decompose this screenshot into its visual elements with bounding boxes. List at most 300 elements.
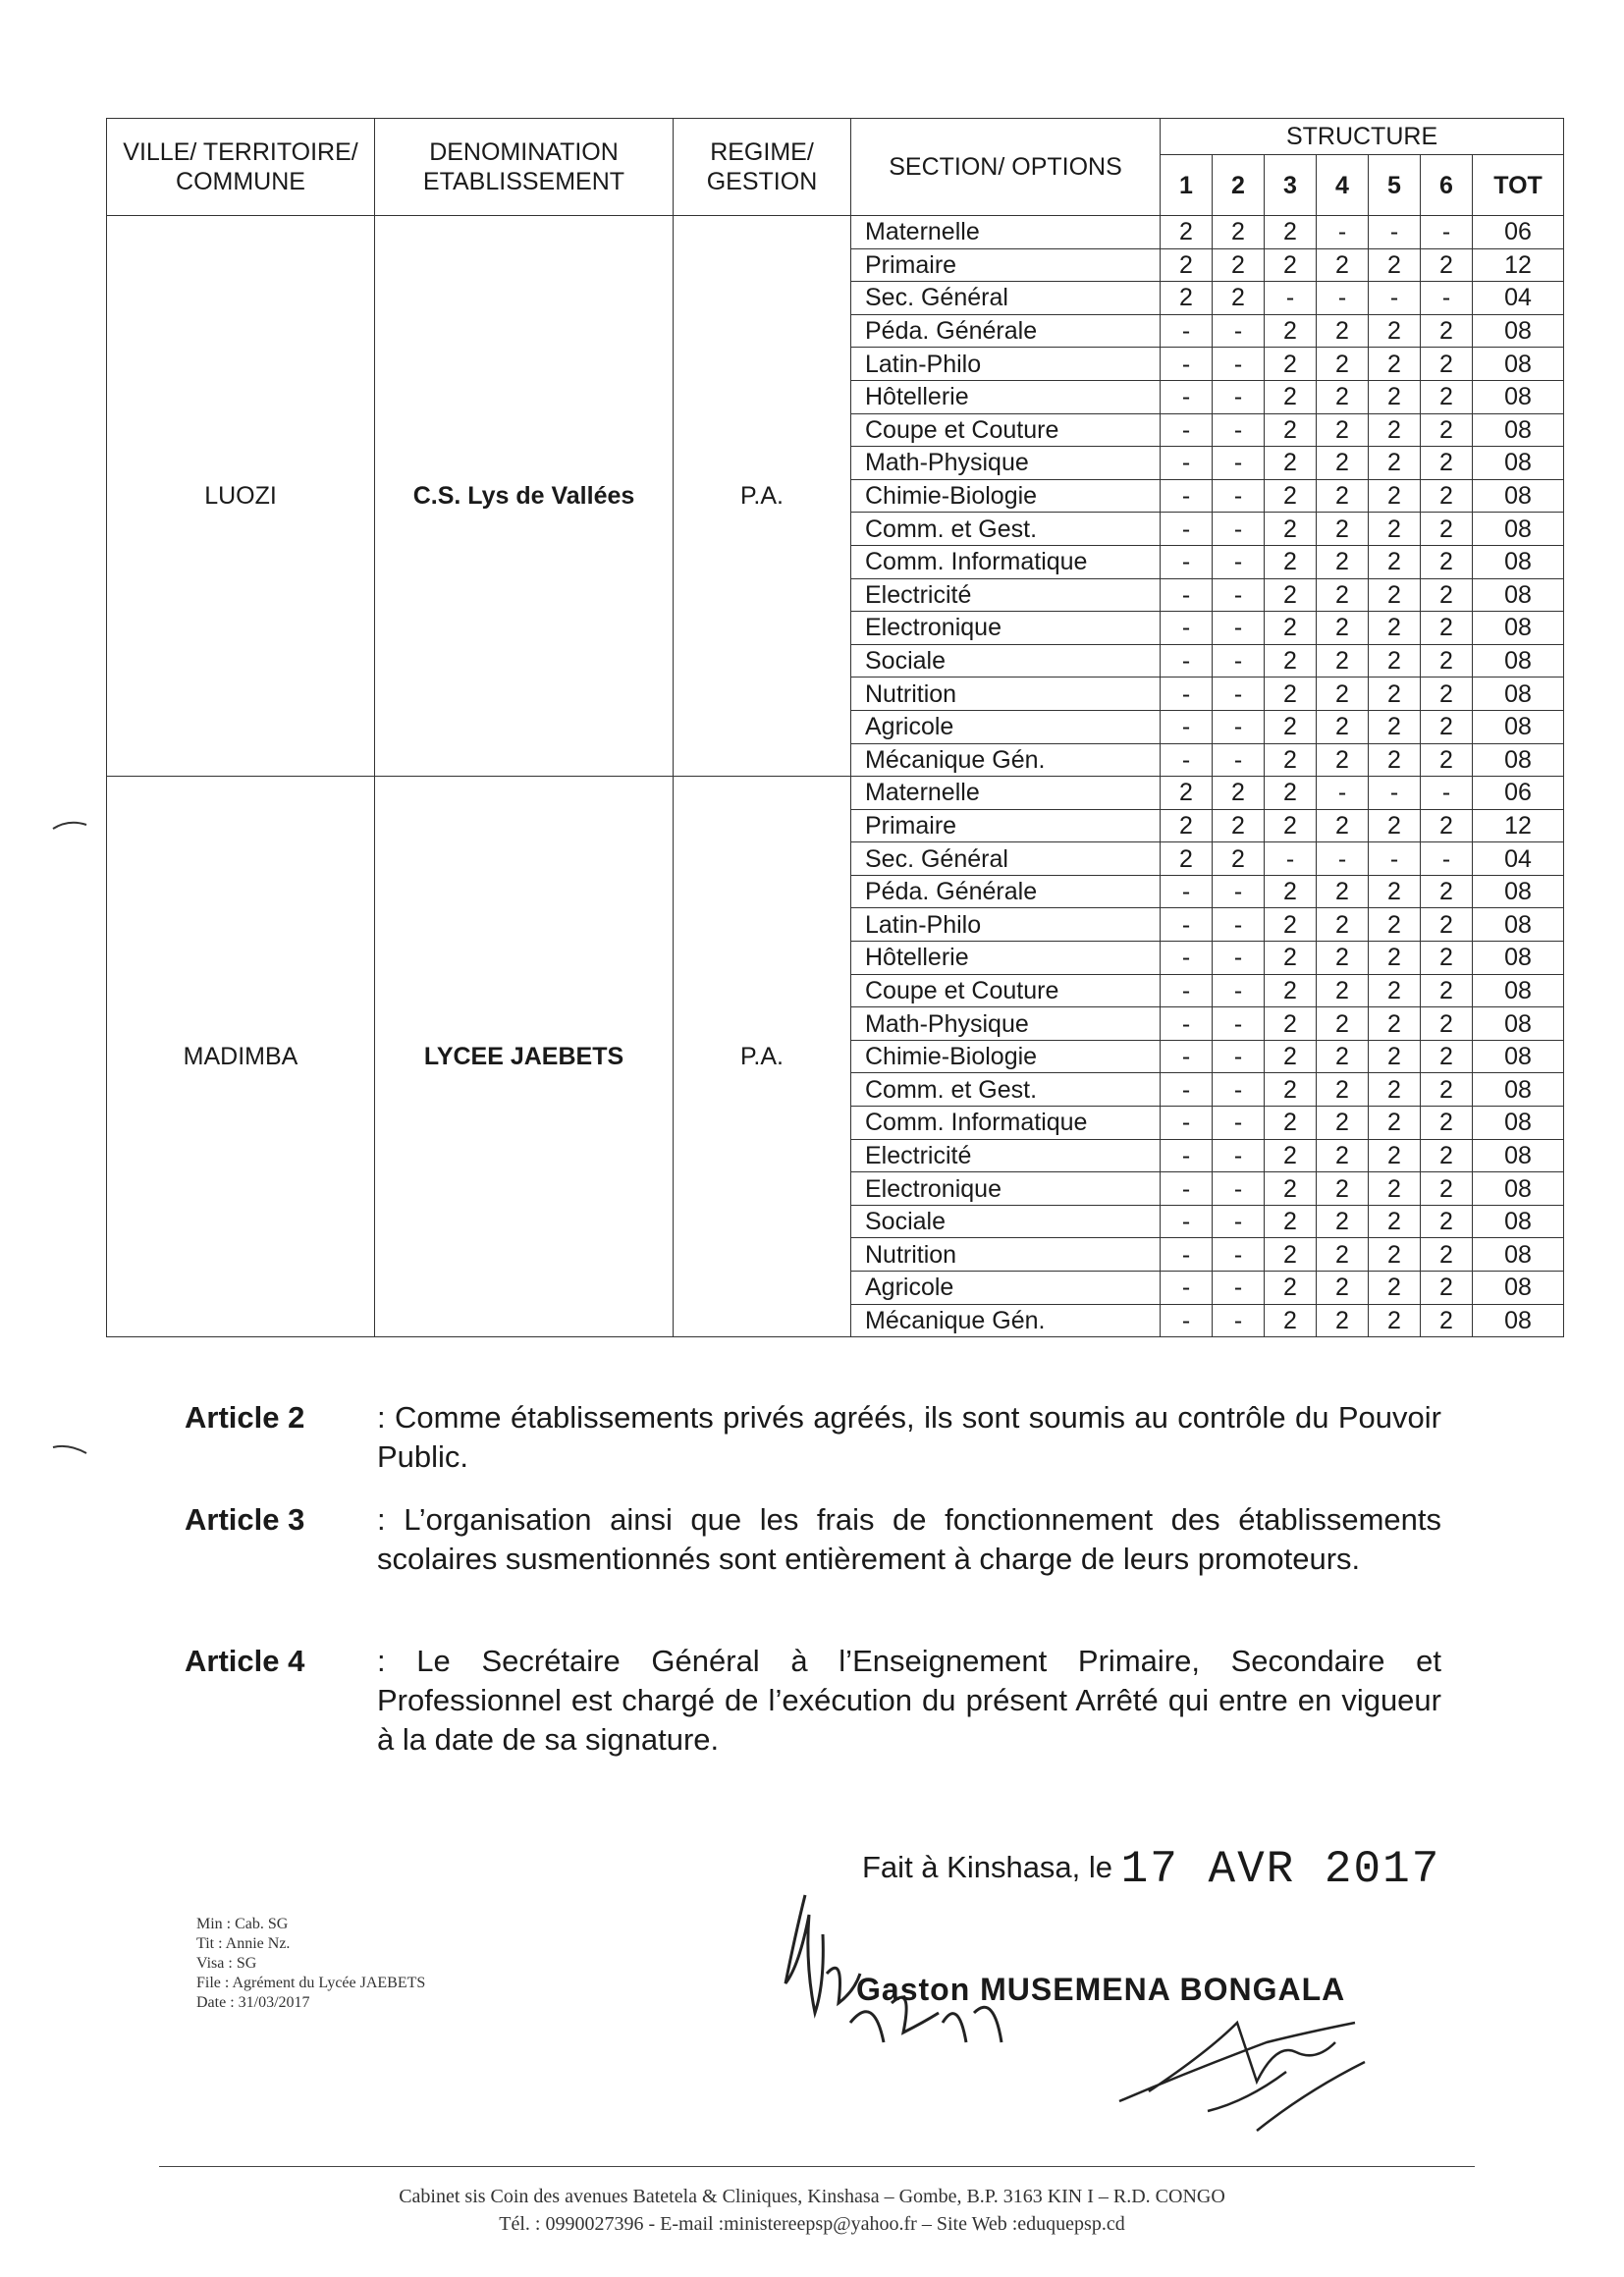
class-count-cell: 2 — [1213, 809, 1265, 842]
class-count-cell: 2 — [1317, 248, 1369, 282]
class-count-cell: 2 — [1369, 743, 1421, 777]
ref-line: File : Agrément du Lycée JAEBETS — [196, 1975, 426, 1991]
header-structure: STRUCTURE — [1161, 119, 1564, 155]
header-class-5: 5 — [1369, 155, 1421, 216]
class-count-cell: 2 — [1265, 743, 1317, 777]
class-count-cell: 2 — [1265, 1205, 1317, 1238]
class-count-cell: 2 — [1369, 1139, 1421, 1172]
header-class-1: 1 — [1161, 155, 1213, 216]
class-count-cell: - — [1213, 545, 1265, 578]
total-cell: 08 — [1473, 1238, 1564, 1272]
scan-mark-2 — [51, 1441, 90, 1461]
class-count-cell: 2 — [1369, 1073, 1421, 1107]
option-cell: Primaire — [851, 809, 1161, 842]
class-count-cell: 2 — [1317, 908, 1369, 942]
option-cell: Chimie-Biologie — [851, 1040, 1161, 1073]
class-count-cell: 2 — [1265, 1172, 1317, 1206]
class-count-cell: - — [1369, 216, 1421, 249]
class-count-cell: - — [1161, 1238, 1213, 1272]
class-count-cell: - — [1213, 1272, 1265, 1305]
class-count-cell: - — [1161, 479, 1213, 513]
article-4 — [185, 1642, 1441, 1760]
class-count-cell: 2 — [1421, 1073, 1473, 1107]
article-text: : L’organisation ainsi que les frais de fonctionnement des établissements scolaires susmentionnés sont entièrement à charge de leurs promoteurs. — [377, 1502, 1441, 1576]
class-count-cell: 2 — [1369, 875, 1421, 908]
option-cell: Maternelle — [851, 777, 1161, 810]
class-count-cell: 2 — [1213, 282, 1265, 315]
class-count-cell: 2 — [1213, 216, 1265, 249]
class-count-cell: 2 — [1369, 644, 1421, 678]
option-cell: Electricité — [851, 1139, 1161, 1172]
class-count-cell: 2 — [1265, 1007, 1317, 1041]
class-count-cell: 2 — [1421, 942, 1473, 975]
class-count-cell: 2 — [1265, 348, 1317, 381]
class-count-cell: 2 — [1317, 743, 1369, 777]
class-count-cell: 2 — [1421, 1107, 1473, 1140]
class-count-cell: - — [1213, 1007, 1265, 1041]
class-count-cell: 2 — [1369, 710, 1421, 743]
class-count-cell: 2 — [1213, 842, 1265, 876]
class-count-cell: - — [1213, 314, 1265, 348]
class-count-cell: - — [1265, 842, 1317, 876]
footer-divider — [159, 2166, 1475, 2167]
option-cell: Hôtellerie — [851, 380, 1161, 413]
total-cell: 08 — [1473, 1007, 1564, 1041]
class-count-cell: 2 — [1369, 447, 1421, 480]
class-count-cell: - — [1161, 513, 1213, 546]
class-count-cell: 2 — [1265, 1238, 1317, 1272]
signer-name: Gaston MUSEMENA BONGALA — [856, 1972, 1346, 2007]
class-count-cell: - — [1317, 282, 1369, 315]
class-count-cell: - — [1317, 777, 1369, 810]
class-count-cell: 2 — [1265, 380, 1317, 413]
class-count-cell: 2 — [1317, 348, 1369, 381]
class-count-cell: - — [1317, 216, 1369, 249]
total-cell: 08 — [1473, 348, 1564, 381]
header-regime: REGIME/ GESTION — [674, 119, 851, 216]
class-count-cell: 2 — [1265, 612, 1317, 645]
reference-block — [196, 1915, 425, 2013]
class-count-cell: 2 — [1421, 809, 1473, 842]
class-count-cell: 2 — [1317, 612, 1369, 645]
total-cell: 08 — [1473, 447, 1564, 480]
total-cell: 08 — [1473, 545, 1564, 578]
class-count-cell: 2 — [1265, 479, 1317, 513]
class-count-cell: - — [1213, 380, 1265, 413]
class-count-cell: 2 — [1421, 908, 1473, 942]
class-count-cell: - — [1161, 1139, 1213, 1172]
class-count-cell: - — [1265, 282, 1317, 315]
class-count-cell: 2 — [1161, 809, 1213, 842]
class-count-cell: - — [1213, 578, 1265, 612]
class-count-cell: 2 — [1369, 908, 1421, 942]
class-count-cell: 2 — [1265, 314, 1317, 348]
class-count-cell: 2 — [1369, 1272, 1421, 1305]
class-count-cell: 2 — [1421, 612, 1473, 645]
class-count-cell: - — [1213, 1304, 1265, 1337]
ref-line: Tit : Annie Nz. — [196, 1935, 291, 1952]
ref-line: Min : Cab. SG — [196, 1916, 289, 1932]
class-count-cell: 2 — [1421, 1007, 1473, 1041]
class-count-cell: 2 — [1161, 248, 1213, 282]
class-count-cell: - — [1161, 678, 1213, 711]
class-count-cell: 2 — [1421, 314, 1473, 348]
class-count-cell: 2 — [1369, 248, 1421, 282]
class-count-cell: 2 — [1421, 743, 1473, 777]
regime-cell: P.A. — [674, 777, 851, 1337]
class-count-cell: 2 — [1317, 479, 1369, 513]
class-count-cell: 2 — [1317, 413, 1369, 447]
total-cell: 08 — [1473, 1040, 1564, 1073]
class-count-cell: - — [1161, 1272, 1213, 1305]
class-count-cell: 2 — [1265, 1272, 1317, 1305]
total-cell: 08 — [1473, 1172, 1564, 1206]
table-row — [107, 777, 1564, 810]
class-count-cell: - — [1161, 908, 1213, 942]
total-cell: 08 — [1473, 413, 1564, 447]
total-cell: 08 — [1473, 1304, 1564, 1337]
option-cell: Sec. Général — [851, 842, 1161, 876]
class-count-cell: 2 — [1369, 974, 1421, 1007]
class-count-cell: - — [1161, 578, 1213, 612]
class-count-cell: - — [1161, 380, 1213, 413]
class-count-cell: 2 — [1421, 974, 1473, 1007]
class-count-cell: - — [1213, 875, 1265, 908]
class-count-cell: - — [1161, 1073, 1213, 1107]
total-cell: 08 — [1473, 1205, 1564, 1238]
option-cell: Chimie-Biologie — [851, 479, 1161, 513]
class-count-cell: - — [1213, 942, 1265, 975]
option-cell: Electricité — [851, 578, 1161, 612]
class-count-cell: 2 — [1317, 1107, 1369, 1140]
option-cell: Mécanique Gén. — [851, 743, 1161, 777]
class-count-cell: 2 — [1369, 1304, 1421, 1337]
class-count-cell: 2 — [1421, 1272, 1473, 1305]
class-count-cell: 2 — [1369, 314, 1421, 348]
class-count-cell: - — [1213, 1238, 1265, 1272]
class-count-cell: 2 — [1421, 545, 1473, 578]
option-cell: Sec. Général — [851, 282, 1161, 315]
class-count-cell: - — [1213, 513, 1265, 546]
class-count-cell: 2 — [1265, 678, 1317, 711]
class-count-cell: 2 — [1421, 479, 1473, 513]
option-cell: Coupe et Couture — [851, 974, 1161, 1007]
class-count-cell: - — [1161, 447, 1213, 480]
class-count-cell: - — [1161, 942, 1213, 975]
article-text: : Le Secrétaire Général à l’Enseignement Primaire, Secondaire et Professionnel est chargé de l’exécution du présent Arrêté qui entre en vigueur à la date de sa signature. — [377, 1644, 1441, 1757]
class-count-cell: 2 — [1317, 380, 1369, 413]
class-count-cell: 2 — [1421, 1040, 1473, 1073]
class-count-cell: 2 — [1317, 678, 1369, 711]
option-cell: Hôtellerie — [851, 942, 1161, 975]
option-cell: Electronique — [851, 612, 1161, 645]
class-count-cell: - — [1161, 1107, 1213, 1140]
class-count-cell: 2 — [1161, 216, 1213, 249]
class-count-cell: 2 — [1317, 974, 1369, 1007]
class-count-cell: - — [1161, 1172, 1213, 1206]
class-count-cell: - — [1213, 710, 1265, 743]
class-count-cell: 2 — [1265, 216, 1317, 249]
total-cell: 08 — [1473, 479, 1564, 513]
class-count-cell: 2 — [1265, 1073, 1317, 1107]
class-count-cell: - — [1421, 216, 1473, 249]
total-cell: 08 — [1473, 974, 1564, 1007]
class-count-cell: 2 — [1369, 348, 1421, 381]
class-count-cell: 2 — [1421, 644, 1473, 678]
option-cell: Electronique — [851, 1172, 1161, 1206]
class-count-cell: 2 — [1369, 942, 1421, 975]
class-count-cell: 2 — [1265, 1304, 1317, 1337]
class-count-cell: - — [1213, 908, 1265, 942]
class-count-cell: - — [1161, 612, 1213, 645]
class-count-cell: - — [1421, 842, 1473, 876]
header-class-4: 4 — [1317, 155, 1369, 216]
class-count-cell: 2 — [1421, 1172, 1473, 1206]
option-cell: Sociale — [851, 1205, 1161, 1238]
total-cell: 08 — [1473, 1139, 1564, 1172]
article-label: Article 2 — [185, 1400, 305, 1435]
class-count-cell: - — [1213, 1205, 1265, 1238]
class-count-cell: 2 — [1369, 1007, 1421, 1041]
total-cell: 08 — [1473, 942, 1564, 975]
option-cell: Maternelle — [851, 216, 1161, 249]
class-count-cell: 2 — [1265, 513, 1317, 546]
class-count-cell: - — [1213, 743, 1265, 777]
total-cell: 08 — [1473, 875, 1564, 908]
class-count-cell: 2 — [1161, 282, 1213, 315]
option-cell: Coupe et Couture — [851, 413, 1161, 447]
option-cell: Comm. Informatique — [851, 545, 1161, 578]
total-cell: 08 — [1473, 644, 1564, 678]
class-count-cell: 2 — [1421, 578, 1473, 612]
etablissement-cell: C.S. Lys de Vallées — [375, 216, 674, 777]
total-cell: 04 — [1473, 842, 1564, 876]
class-count-cell: 2 — [1317, 447, 1369, 480]
header-class-6: 6 — [1421, 155, 1473, 216]
class-count-cell: 2 — [1265, 1040, 1317, 1073]
handwritten-initials — [766, 1875, 1080, 2062]
class-count-cell: - — [1213, 348, 1265, 381]
class-count-cell: 2 — [1317, 942, 1369, 975]
class-count-cell: - — [1161, 348, 1213, 381]
class-count-cell: - — [1213, 612, 1265, 645]
class-count-cell: 2 — [1265, 545, 1317, 578]
header-ville: VILLE/ TERRITOIRE/ COMMUNE — [107, 119, 375, 216]
class-count-cell: 2 — [1317, 1172, 1369, 1206]
class-count-cell: 2 — [1265, 710, 1317, 743]
class-count-cell: 2 — [1265, 644, 1317, 678]
class-count-cell: 2 — [1213, 777, 1265, 810]
class-count-cell: 2 — [1369, 413, 1421, 447]
class-count-cell: 2 — [1317, 314, 1369, 348]
class-count-cell: - — [1161, 1304, 1213, 1337]
article-label: Article 4 — [185, 1644, 305, 1678]
footer-contact: Tél. : 0990027396 - E-mail :ministereepsp@yahoo.fr – Site Web :eduquepsp.cd — [499, 2213, 1125, 2235]
class-count-cell: 2 — [1421, 1238, 1473, 1272]
class-count-cell: 2 — [1265, 1139, 1317, 1172]
ville-cell: MADIMBA — [107, 777, 375, 1337]
option-cell: Agricole — [851, 1272, 1161, 1305]
class-count-cell: - — [1317, 842, 1369, 876]
header-denomination: DENOMINATION ETABLISSEMENT — [375, 119, 674, 216]
total-cell: 08 — [1473, 710, 1564, 743]
class-count-cell: - — [1213, 1040, 1265, 1073]
class-count-cell: 2 — [1265, 447, 1317, 480]
class-count-cell: 2 — [1369, 809, 1421, 842]
class-count-cell: 2 — [1317, 1040, 1369, 1073]
class-count-cell: - — [1369, 842, 1421, 876]
class-count-cell: 2 — [1317, 1304, 1369, 1337]
class-count-cell: 2 — [1317, 1007, 1369, 1041]
class-count-cell: - — [1161, 974, 1213, 1007]
class-count-cell: 2 — [1369, 1238, 1421, 1272]
class-count-cell: 2 — [1265, 777, 1317, 810]
class-count-cell: 2 — [1317, 1238, 1369, 1272]
class-count-cell: 2 — [1317, 1272, 1369, 1305]
class-count-cell: - — [1161, 1007, 1213, 1041]
total-cell: 08 — [1473, 1272, 1564, 1305]
option-cell: Agricole — [851, 710, 1161, 743]
total-cell: 12 — [1473, 248, 1564, 282]
total-cell: 08 — [1473, 513, 1564, 546]
option-cell: Mécanique Gén. — [851, 1304, 1161, 1337]
total-cell: 08 — [1473, 578, 1564, 612]
article-3 — [185, 1500, 1441, 1579]
option-cell: Latin-Philo — [851, 348, 1161, 381]
class-count-cell: - — [1213, 974, 1265, 1007]
class-count-cell: 2 — [1317, 1139, 1369, 1172]
class-count-cell: 2 — [1369, 513, 1421, 546]
option-cell: Péda. Générale — [851, 314, 1161, 348]
class-count-cell: - — [1421, 777, 1473, 810]
class-count-cell: 2 — [1421, 875, 1473, 908]
handwritten-signature — [1110, 1983, 1404, 2150]
total-cell: 08 — [1473, 908, 1564, 942]
class-count-cell: - — [1161, 710, 1213, 743]
class-count-cell: 2 — [1369, 1172, 1421, 1206]
header-class-2: 2 — [1213, 155, 1265, 216]
total-cell: 08 — [1473, 1073, 1564, 1107]
class-count-cell: - — [1213, 678, 1265, 711]
total-cell: 04 — [1473, 282, 1564, 315]
class-count-cell: - — [1161, 1205, 1213, 1238]
option-cell: Nutrition — [851, 678, 1161, 711]
total-cell: 08 — [1473, 743, 1564, 777]
class-count-cell: 2 — [1369, 1107, 1421, 1140]
total-cell: 08 — [1473, 380, 1564, 413]
ville-cell: LUOZI — [107, 216, 375, 777]
class-count-cell: 2 — [1265, 908, 1317, 942]
class-count-cell: - — [1421, 282, 1473, 315]
class-count-cell: 2 — [1369, 545, 1421, 578]
class-count-cell: 2 — [1317, 875, 1369, 908]
class-count-cell: - — [1213, 644, 1265, 678]
class-count-cell: 2 — [1265, 248, 1317, 282]
class-count-cell: 2 — [1421, 380, 1473, 413]
class-count-cell: 2 — [1421, 1304, 1473, 1337]
scan-mark-1 — [51, 813, 90, 833]
option-cell: Comm. Informatique — [851, 1107, 1161, 1140]
option-cell: Nutrition — [851, 1238, 1161, 1272]
schools-structure-table — [106, 118, 1564, 1337]
class-count-cell: 2 — [1369, 578, 1421, 612]
article-label: Article 3 — [185, 1502, 305, 1537]
option-cell: Math-Physique — [851, 1007, 1161, 1041]
class-count-cell: 2 — [1421, 348, 1473, 381]
option-cell: Péda. Générale — [851, 875, 1161, 908]
class-count-cell: - — [1161, 1040, 1213, 1073]
ref-line: Visa : SG — [196, 1955, 257, 1972]
total-cell: 06 — [1473, 216, 1564, 249]
class-count-cell: 2 — [1161, 842, 1213, 876]
option-cell: Latin-Philo — [851, 908, 1161, 942]
place-label: Fait à Kinshasa, le — [862, 1850, 1113, 1884]
class-count-cell: 2 — [1369, 612, 1421, 645]
etablissement-cell: LYCEE JAEBETS — [375, 777, 674, 1337]
class-count-cell: - — [1213, 447, 1265, 480]
class-count-cell: 2 — [1265, 578, 1317, 612]
class-count-cell: 2 — [1317, 644, 1369, 678]
footer-address: Cabinet sis Coin des avenues Batetela & Cliniques, Kinshasa – Gombe, B.P. 3163 KIN I – R.D. CONGO — [399, 2186, 1225, 2207]
total-cell: 06 — [1473, 777, 1564, 810]
header-section: SECTION/ OPTIONS — [851, 119, 1161, 216]
class-count-cell: 2 — [1421, 248, 1473, 282]
option-cell: Comm. et Gest. — [851, 513, 1161, 546]
class-count-cell: 2 — [1421, 413, 1473, 447]
option-cell: Sociale — [851, 644, 1161, 678]
class-count-cell: - — [1369, 777, 1421, 810]
class-count-cell: 2 — [1265, 809, 1317, 842]
class-count-cell: 2 — [1317, 809, 1369, 842]
option-cell: Comm. et Gest. — [851, 1073, 1161, 1107]
date-stamp: 17 AVR 2017 — [1120, 1844, 1441, 1895]
class-count-cell: 2 — [1317, 1073, 1369, 1107]
class-count-cell: 2 — [1421, 678, 1473, 711]
class-count-cell: 2 — [1317, 578, 1369, 612]
option-cell: Math-Physique — [851, 447, 1161, 480]
class-count-cell: - — [1213, 1107, 1265, 1140]
class-count-cell: 2 — [1317, 513, 1369, 546]
article-2 — [185, 1398, 1441, 1477]
table-body — [107, 216, 1564, 1337]
class-count-cell: - — [1161, 413, 1213, 447]
class-count-cell: 2 — [1317, 545, 1369, 578]
class-count-cell: 2 — [1421, 513, 1473, 546]
class-count-cell: 2 — [1369, 678, 1421, 711]
class-count-cell: 2 — [1421, 447, 1473, 480]
total-cell: 08 — [1473, 314, 1564, 348]
class-count-cell: 2 — [1369, 1205, 1421, 1238]
option-cell: Primaire — [851, 248, 1161, 282]
class-count-cell: - — [1161, 314, 1213, 348]
header-class-3: 3 — [1265, 155, 1317, 216]
class-count-cell: - — [1213, 413, 1265, 447]
ref-line: Date : 31/03/2017 — [196, 1994, 310, 2011]
class-count-cell: - — [1213, 1139, 1265, 1172]
class-count-cell: 2 — [1369, 380, 1421, 413]
class-count-cell: - — [1161, 743, 1213, 777]
class-count-cell: 2 — [1421, 710, 1473, 743]
total-cell: 08 — [1473, 1107, 1564, 1140]
class-count-cell: 2 — [1369, 479, 1421, 513]
class-count-cell: 2 — [1317, 1205, 1369, 1238]
class-count-cell: - — [1213, 1172, 1265, 1206]
class-count-cell: 2 — [1265, 942, 1317, 975]
total-cell: 12 — [1473, 809, 1564, 842]
class-count-cell: - — [1161, 545, 1213, 578]
class-count-cell: 2 — [1369, 1040, 1421, 1073]
class-count-cell: - — [1161, 875, 1213, 908]
